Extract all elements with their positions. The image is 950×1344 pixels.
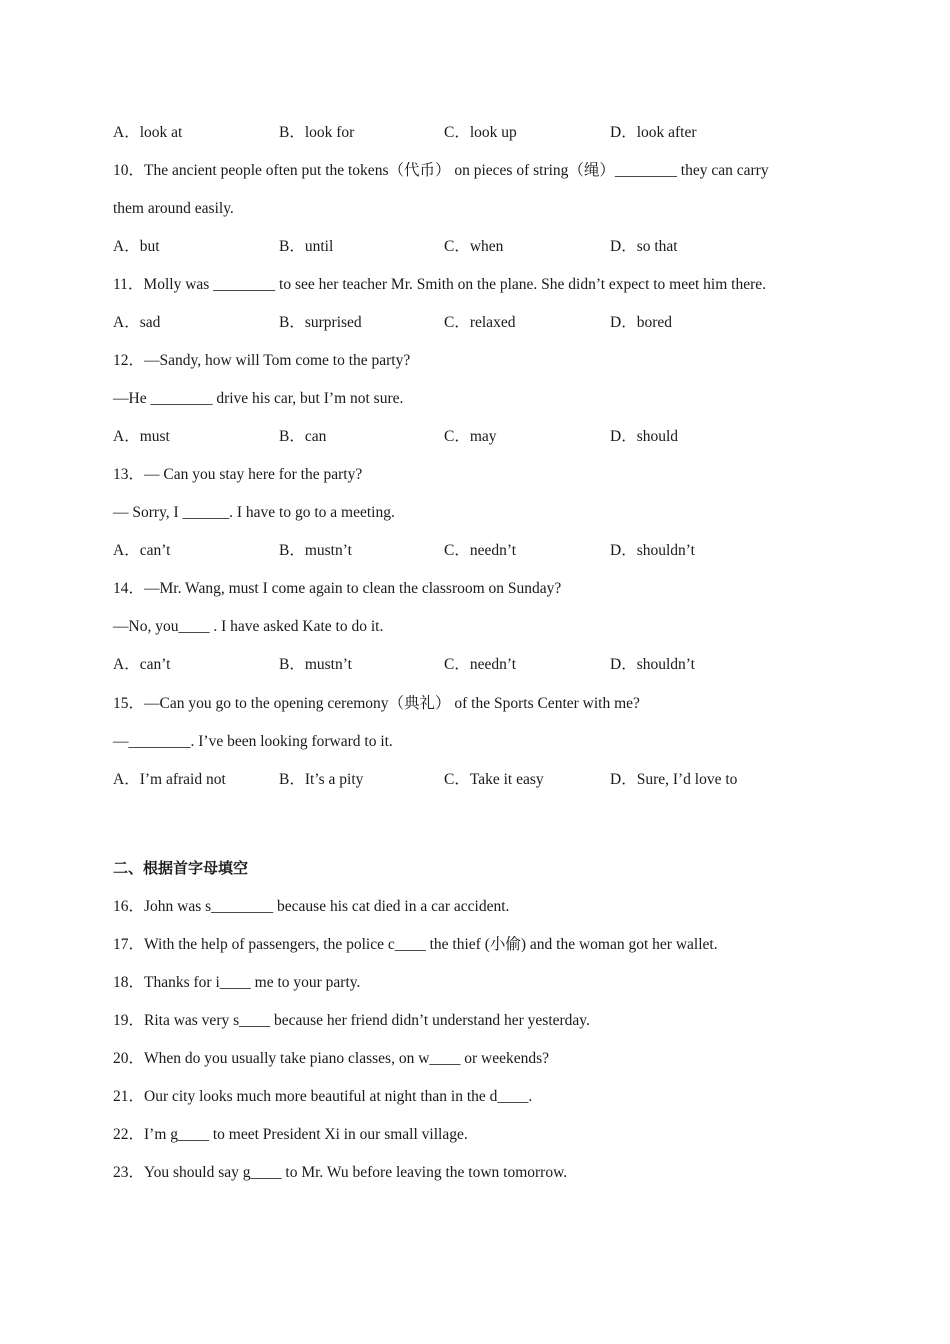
- q15-option-d: D．Sure, I’d love to: [610, 771, 738, 788]
- q11-option-a: A．sad: [113, 314, 161, 331]
- q11-options: [113, 313, 853, 333]
- fill-item-22: 22．I’m g____ to meet President Xi in our small village.: [113, 1126, 468, 1143]
- q13-option-d: D．shouldn’t: [610, 542, 695, 559]
- q12-stem-line2: —He ________ drive his car, but I’m not sure.: [113, 390, 404, 407]
- q10-options: [113, 237, 853, 257]
- q10-stem-line2: them around easily.: [113, 200, 234, 217]
- q9-option-b: B．look for: [279, 124, 355, 141]
- q14-options: [113, 655, 853, 675]
- q12-option-d: D．should: [610, 428, 679, 445]
- q15-stem-line1: 15．—Can you go to the opening ceremony（典礼） of the Sports Center with me?: [113, 695, 640, 712]
- fill-item-23: 23．You should say g____ to Mr. Wu before leaving the town tomorrow.: [113, 1164, 568, 1181]
- q15-stem-line2: —________. I’ve been looking forward to it.: [113, 733, 393, 750]
- q13-option-c: C．needn’t: [444, 542, 517, 559]
- q14-option-b: B．mustn’t: [279, 656, 352, 673]
- q13-option-b: B．mustn’t: [279, 542, 352, 559]
- fill-item-17: 17．With the help of passengers, the police c____ the thief (小偷) and the woman got her wallet.: [113, 936, 718, 953]
- q12-stem-line1: 12．—Sandy, how will Tom come to the party?: [113, 352, 411, 369]
- q14-option-a: A．can’t: [113, 656, 171, 673]
- fill-item-18: 18．Thanks for i____ me to your party.: [113, 974, 361, 991]
- q15-option-b: B．It’s a pity: [279, 771, 364, 788]
- q11-option-d: D．bored: [610, 314, 672, 331]
- section-heading: 二、根据首字母填空: [113, 859, 249, 877]
- q11-stem: 11．Molly was ________ to see her teacher Mr. Smith on the plane. She didn’t expect to meet him there.: [113, 276, 767, 293]
- fill-item-21: 21．Our city looks much more beautiful at night than in the d____.: [113, 1088, 533, 1105]
- q14-option-c: C．needn’t: [444, 656, 517, 673]
- q11-option-c: C．relaxed: [444, 314, 516, 331]
- q9-option-d: D．look after: [610, 124, 697, 141]
- q10-option-b: B．until: [279, 238, 334, 255]
- q14-option-d: D．shouldn’t: [610, 656, 695, 673]
- q10-option-a: A．but: [113, 238, 160, 255]
- q10-stem-line1: 10．The ancient people often put the tokens（代币） on pieces of string（绳）________ they can carry: [113, 162, 769, 179]
- fill-item-16: 16．John was s________ because his cat died in a car accident.: [113, 898, 510, 915]
- q15-option-c: C．Take it easy: [444, 771, 544, 788]
- fill-item-19: 19．Rita was very s____ because her friend didn’t understand her yesterday.: [113, 1012, 590, 1029]
- q12-option-a: A．must: [113, 428, 170, 445]
- q14-stem-line1: 14．—Mr. Wang, must I come again to clean the classroom on Sunday?: [113, 580, 562, 597]
- q10-option-c: C．when: [444, 238, 504, 255]
- q15-option-a: A．I’m afraid not: [113, 771, 226, 788]
- q12-option-b: B．can: [279, 428, 327, 445]
- q9-options: [113, 123, 853, 143]
- q10-option-d: D．so that: [610, 238, 678, 255]
- q13-option-a: A．can’t: [113, 542, 171, 559]
- fill-item-20: 20．When do you usually take piano classes, on w____ or weekends?: [113, 1050, 550, 1067]
- q13-stem-line1: 13．— Can you stay here for the party?: [113, 466, 363, 483]
- q12-options: [113, 427, 853, 447]
- q9-option-c: C．look up: [444, 124, 517, 141]
- q12-option-c: C．may: [444, 428, 497, 445]
- q14-stem-line2: —No, you____ . I have asked Kate to do it.: [113, 618, 384, 635]
- q13-options: [113, 541, 853, 561]
- q11-option-b: B．surprised: [279, 314, 362, 331]
- q13-stem-line2: — Sorry, I ______. I have to go to a meeting.: [113, 504, 395, 521]
- q15-options: [113, 770, 853, 790]
- q9-option-a: A．look at: [113, 124, 183, 141]
